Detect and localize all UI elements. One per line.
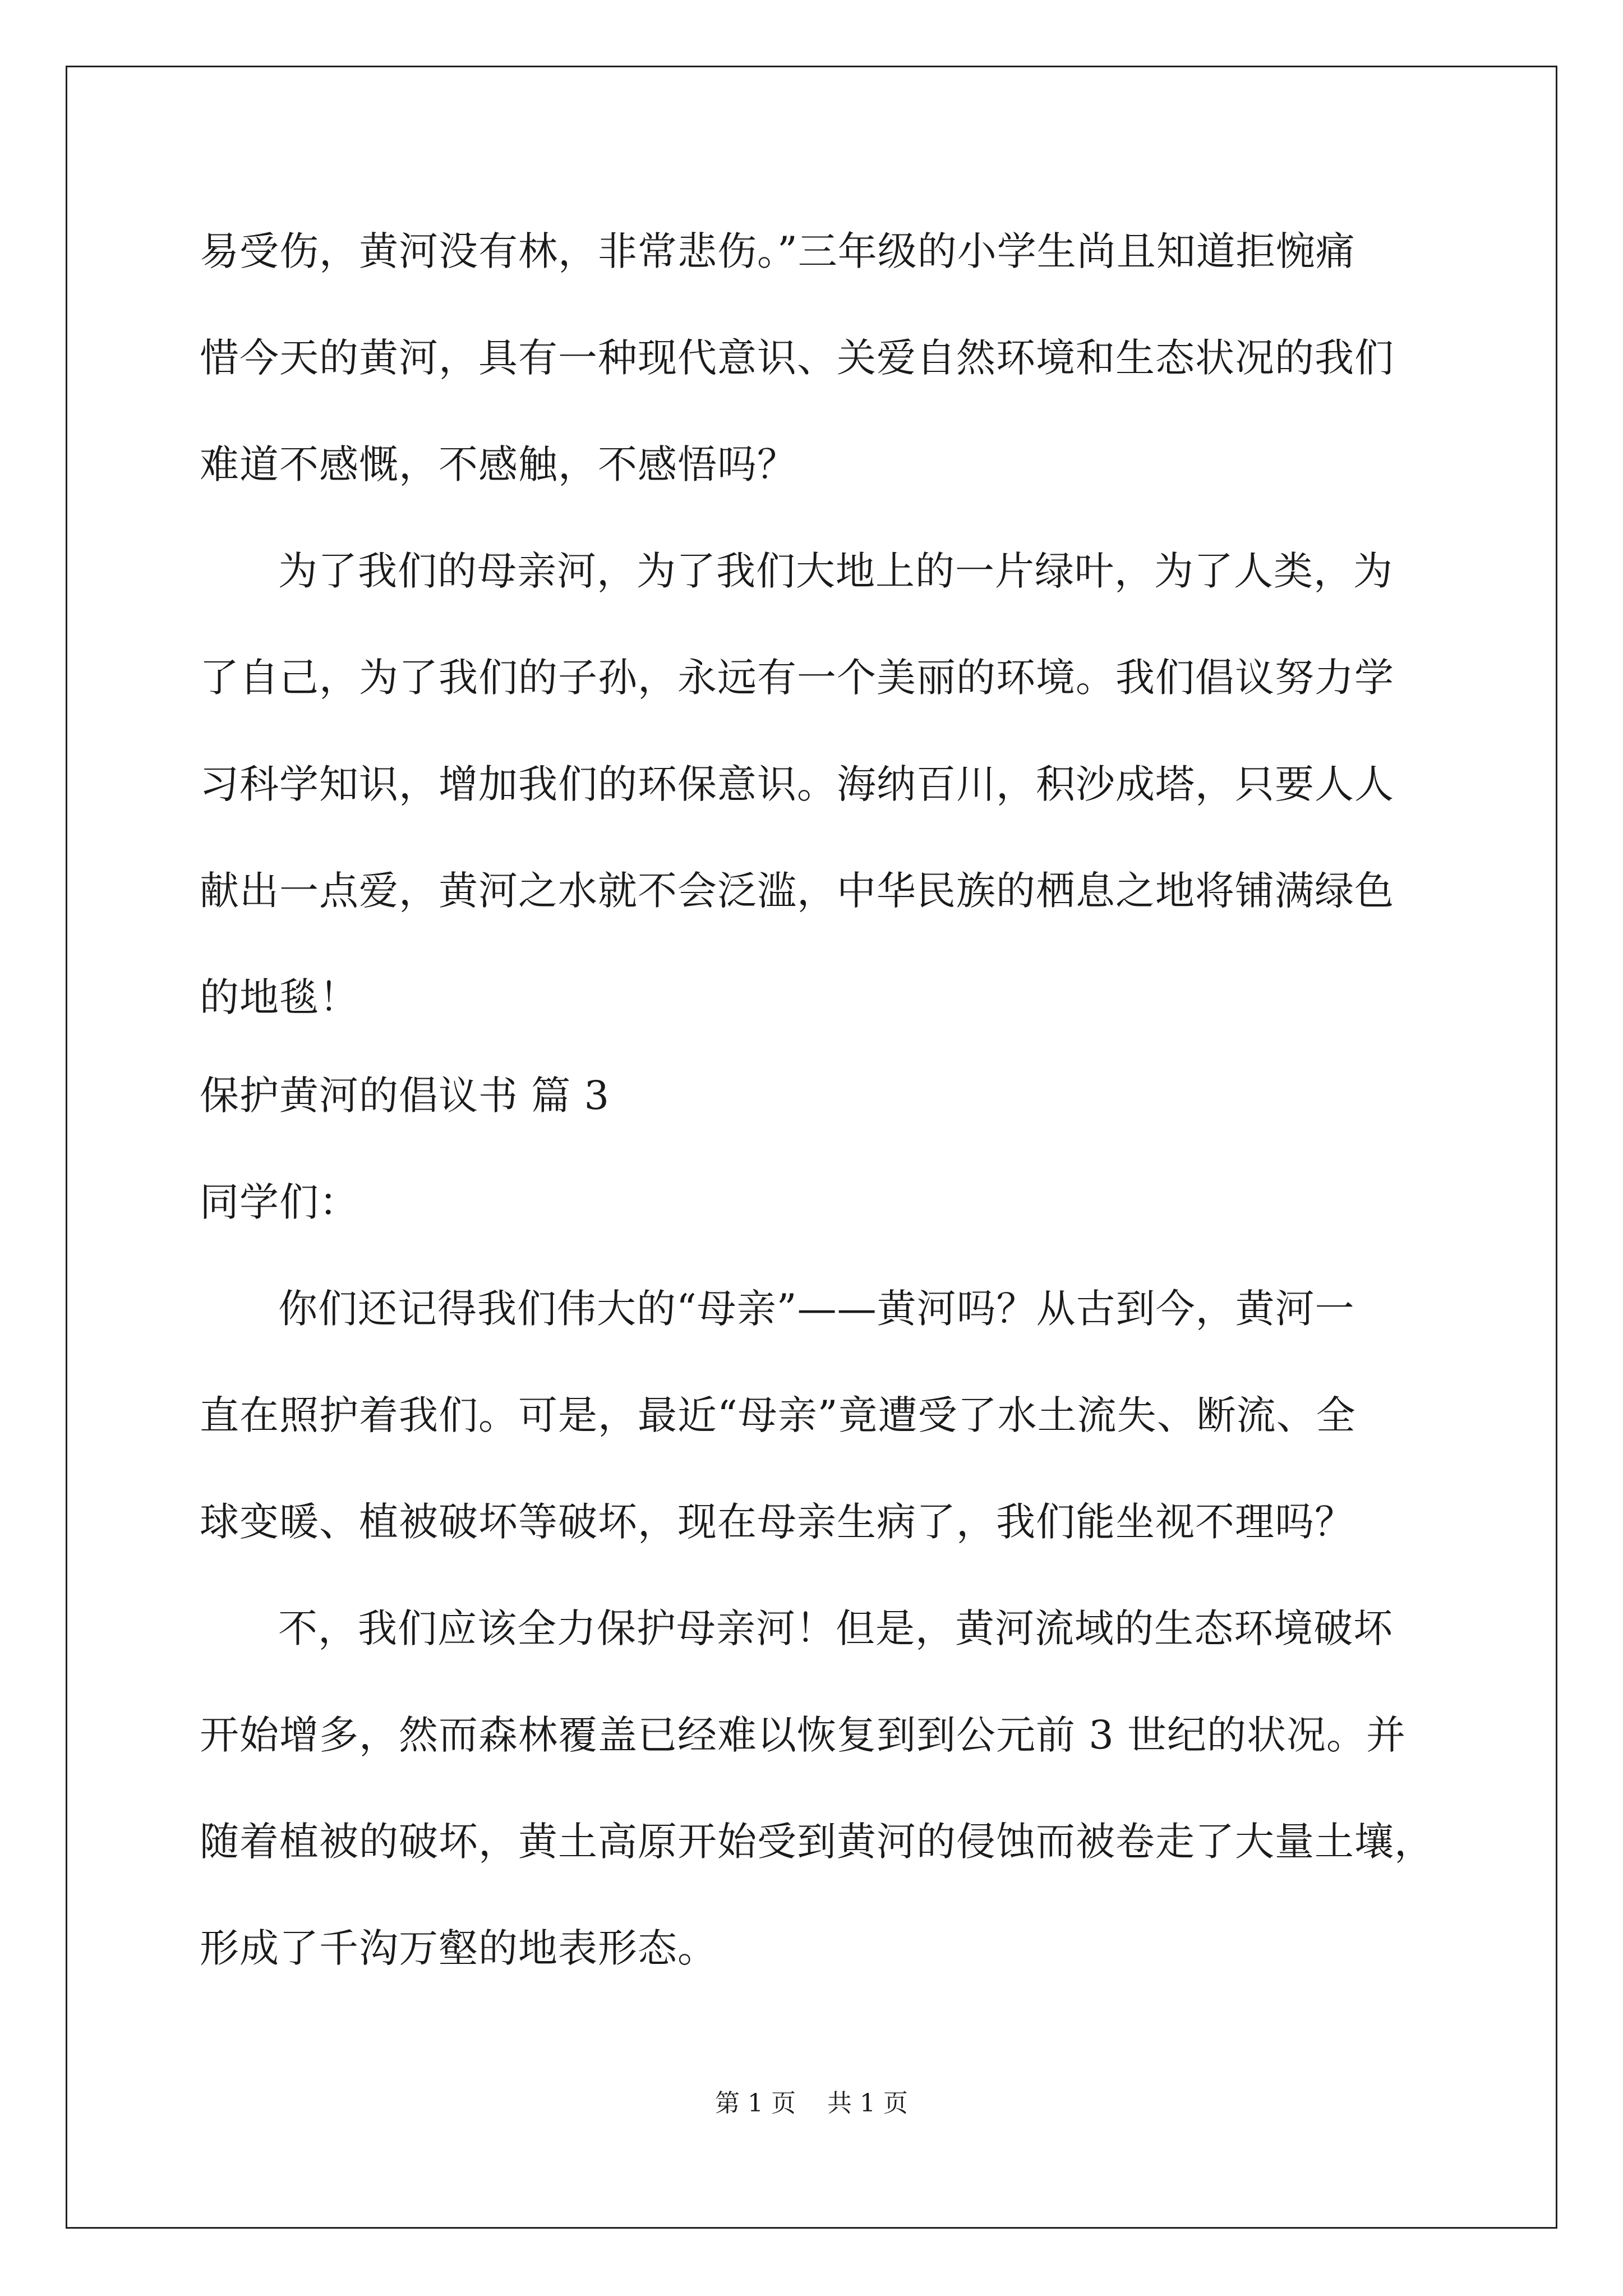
paragraph-line: 球变暖、植被破坏等破坏，现在母亲生病了，我们能坐视不理吗？ xyxy=(200,1499,1354,1545)
paragraph-line: 易受伤，黄河没有林，非常悲伤。”三年级的小学生尚且知道拒惋痛 xyxy=(200,228,1355,274)
paragraph-line: 惜今天的黄河，具有一种现代意识、关爱自然环境和生态状况的我们 xyxy=(200,335,1394,381)
section-heading: 保护黄河的倡议书 篇 3 xyxy=(200,1073,610,1119)
paragraph-line: 形成了千沟万壑的地表形态。 xyxy=(200,1925,717,1971)
paragraph-line: 开始增多，然而森林覆盖已经难以恢复到到公元前 3 世纪的状况。并 xyxy=(200,1712,1407,1758)
paragraph-line: 为了我们的母亲河，为了我们大地上的一片绿叶，为了人类，为 xyxy=(278,548,1393,594)
paragraph-line: 不，我们应该全力保护母亲河！但是，黄河流域的生态环境破坏 xyxy=(278,1605,1393,1651)
page-border xyxy=(66,66,1557,2229)
paragraph-line: 你们还记得我们伟大的“母亲”——黄河吗？从古到今，黄河一 xyxy=(278,1286,1355,1332)
paragraph-line: 难道不感慨，不感触，不感悟吗？ xyxy=(200,441,797,487)
paragraph-line: 献出一点爱，黄河之水就不会泛滥，中华民族的栖息之地将铺满绿色 xyxy=(200,868,1394,914)
page-number-footer: 第 1 页 共 1 页 xyxy=(715,2089,908,2118)
salutation: 同学们： xyxy=(200,1179,359,1225)
paragraph-line: 习科学知识，增加我们的环保意识。海纳百川，积沙成塔，只要人人 xyxy=(200,761,1394,807)
paragraph-line: 了自己，为了我们的子孙，永远有一个美丽的环境。我们倡议努力学 xyxy=(200,655,1394,701)
paragraph-line: 随着植被的破坏，黄土高原开始受到黄河的侵蚀而被卷走了大量土壤， xyxy=(200,1819,1434,1865)
paragraph-line: 的地毯！ xyxy=(200,974,359,1020)
paragraph-line: 直在照护着我们。可是，最近“母亲”竟遭受了水土流失、断流、全 xyxy=(200,1392,1356,1438)
